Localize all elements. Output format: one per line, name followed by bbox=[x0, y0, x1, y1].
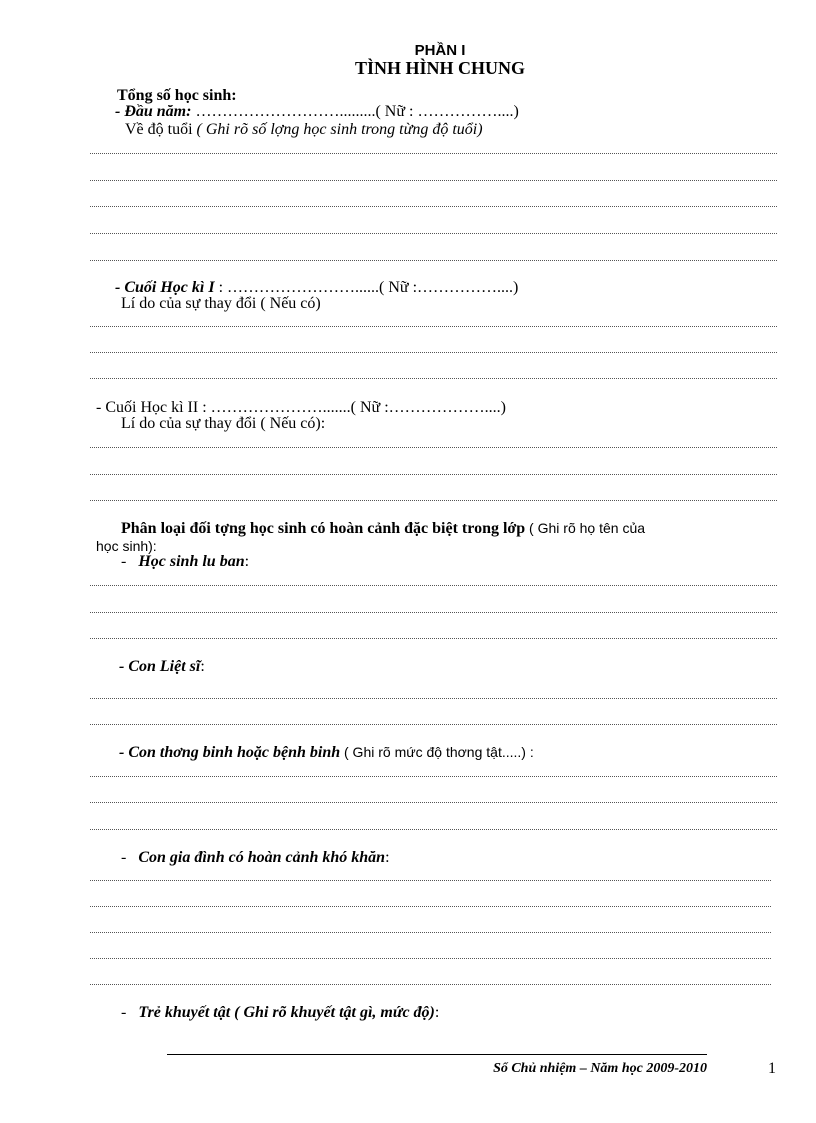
hardship-label: Con gia đình có hoàn cảnh khó khăn bbox=[138, 849, 386, 866]
hardship-colon: : bbox=[385, 849, 390, 866]
repeat-label: Học sinh lu ban bbox=[138, 553, 245, 570]
write-line bbox=[90, 958, 771, 959]
write-line bbox=[90, 698, 777, 699]
start-year-fill: ……………………….........( Nữ : ……………....) bbox=[191, 103, 519, 120]
write-line bbox=[90, 585, 777, 586]
term1-reason: Lí do của sự thay đổi ( Nếu có) bbox=[121, 295, 321, 312]
repeat-colon: : bbox=[244, 553, 250, 570]
write-line bbox=[90, 984, 771, 985]
write-line bbox=[90, 233, 777, 234]
write-line bbox=[90, 906, 771, 907]
hardship-line bbox=[121, 849, 390, 867]
start-year-label: - Đầu năm: bbox=[115, 103, 192, 120]
total-heading: Tổng số học sinh: bbox=[117, 87, 237, 104]
write-line bbox=[90, 153, 777, 154]
write-line bbox=[90, 612, 777, 613]
martyr-line bbox=[119, 658, 205, 676]
write-line bbox=[90, 447, 777, 448]
disabled-label: Trẻ khuyết tật ( Ghi rõ khuyết tật gì, mức độ) bbox=[138, 1004, 435, 1021]
write-line bbox=[90, 326, 777, 327]
footer-divider bbox=[167, 1054, 707, 1055]
classification-note: ( Ghi rõ họ tên của bbox=[525, 520, 646, 536]
disabled-colon: : bbox=[434, 1004, 440, 1021]
martyr-colon: : bbox=[200, 658, 205, 675]
classification-heading: Phân loại đối tợng học sinh có hoàn cảnh đặc biệt trong lớp bbox=[121, 520, 526, 537]
disabled-dash: - bbox=[121, 1004, 127, 1021]
hardship-dash: - bbox=[121, 849, 127, 866]
part-heading: PHẦN I bbox=[414, 42, 466, 59]
write-line bbox=[90, 932, 771, 933]
classification-note-cont: học sinh): bbox=[96, 538, 157, 554]
write-line bbox=[90, 802, 777, 803]
footer-text: Sổ Chủ nhiệm – Năm học 2009-2010 bbox=[493, 1061, 707, 1076]
page-title: TÌNH HÌNH CHUNG bbox=[354, 58, 525, 78]
disabled-line bbox=[121, 1004, 439, 1022]
invalid-label: - Con thơng binh hoặc bệnh binh bbox=[119, 744, 341, 761]
write-line bbox=[90, 378, 777, 379]
write-line bbox=[90, 260, 777, 261]
age-line bbox=[125, 121, 483, 139]
write-line bbox=[90, 829, 777, 830]
write-line bbox=[90, 180, 777, 181]
invalid-note: ( Ghi rõ mức độ thơng tật.....) : bbox=[340, 744, 534, 760]
write-line bbox=[90, 776, 777, 777]
write-line bbox=[90, 500, 777, 501]
martyr-label: - Con Liệt sĩ bbox=[119, 658, 201, 675]
start-year-line bbox=[115, 103, 519, 121]
write-line bbox=[90, 638, 777, 639]
term1-label: - Cuối Học kì I bbox=[115, 279, 215, 296]
age-note: ( Ghi rõ số lợng học sinh trong từng độ tuổi) bbox=[192, 121, 483, 138]
term2-line: - Cuối Học kì II : ………………….......( Nữ :………………....) bbox=[96, 399, 506, 416]
classification-line bbox=[121, 520, 645, 538]
term2-reason: Lí do của sự thay đổi ( Nếu có): bbox=[121, 415, 326, 432]
repeat-line bbox=[121, 553, 249, 571]
write-line bbox=[90, 880, 771, 881]
write-line bbox=[90, 724, 777, 725]
repeat-dash: - bbox=[121, 553, 127, 570]
age-label: Về độ tuổi bbox=[125, 121, 193, 138]
invalid-line bbox=[119, 744, 534, 762]
write-line bbox=[90, 206, 777, 207]
write-line bbox=[90, 352, 777, 353]
term1-fill: : ……………………......( Nữ :……………....) bbox=[214, 279, 519, 296]
write-line bbox=[90, 474, 777, 475]
page-number: 1 bbox=[768, 1060, 776, 1077]
